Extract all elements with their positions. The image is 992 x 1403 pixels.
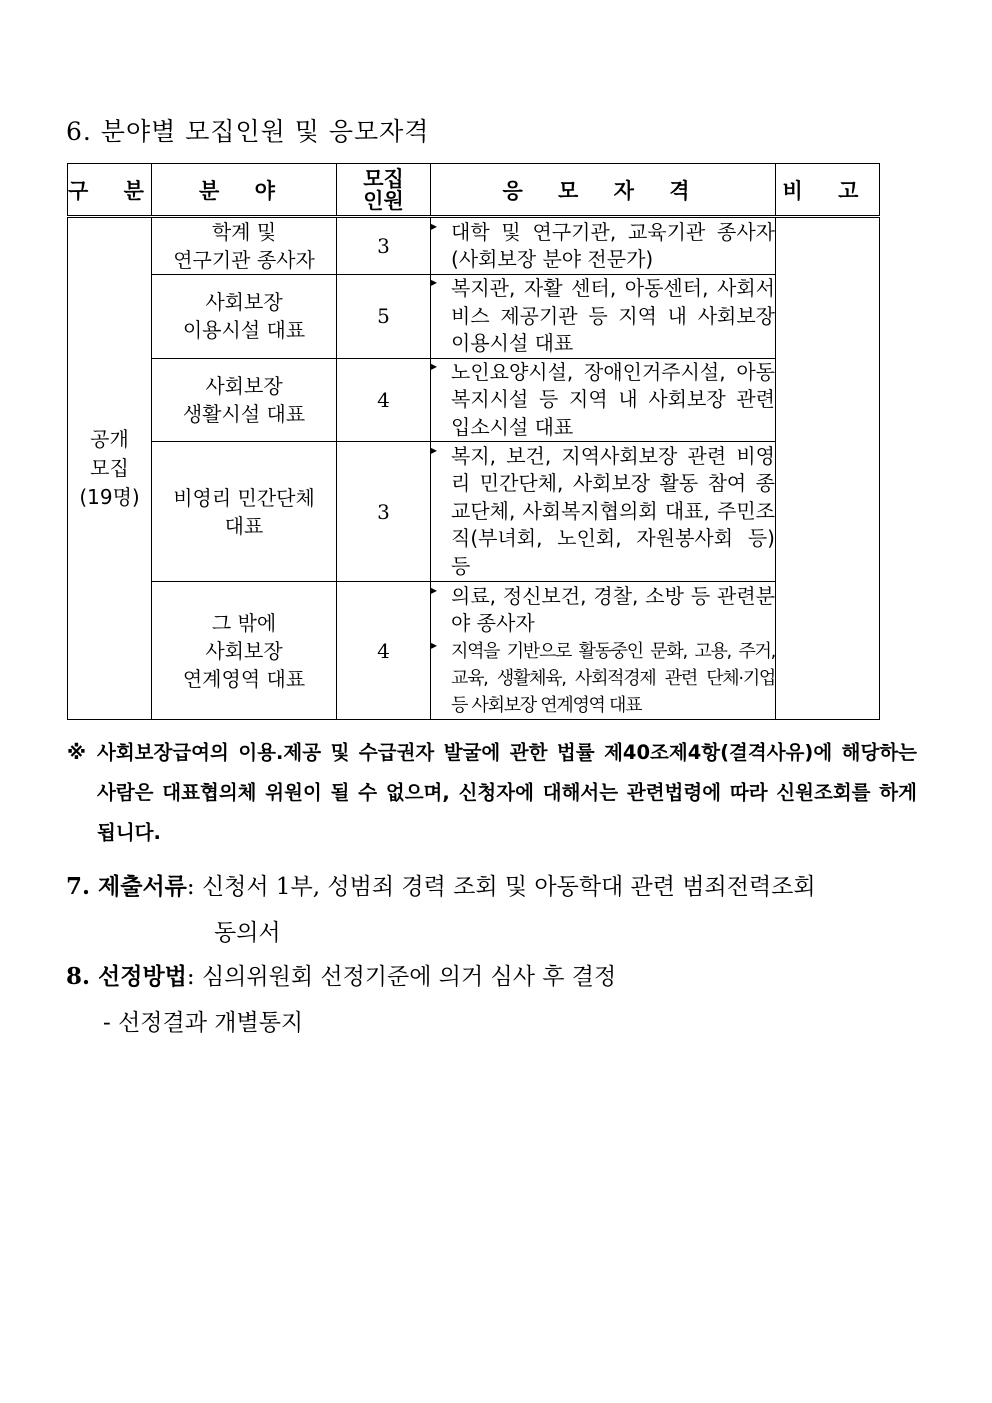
header-count-line2: 인원 xyxy=(363,188,404,213)
qualification-cell xyxy=(431,358,776,442)
field-line: 그 밖에 xyxy=(211,610,277,635)
qualification-cell xyxy=(431,217,776,275)
field-cell xyxy=(152,275,337,359)
field-cell xyxy=(152,217,337,275)
field-line: 학계 및 xyxy=(211,220,277,244)
category-line1: 공개 xyxy=(90,427,129,451)
section-7-text: : 신청서 1부, 성범죄 경력 조회 및 아동학대 관련 범죄전력조회 xyxy=(186,874,816,900)
category-line2: 모집 xyxy=(90,456,129,480)
qualification-item: ▸ 복지, 보건, 지역사회보장 관련 비영리 민간단체, 사회보장 활동 참여 종교단체, 사회복지협의회 대표, 주민조직(부녀회, 노인회, 자원봉사회 등) 등 xyxy=(431,443,775,581)
section-7 xyxy=(66,868,816,901)
category-line3: (19명) xyxy=(79,485,140,509)
remarks-cell xyxy=(776,217,880,720)
field-cell xyxy=(152,358,337,442)
field-line: 대표 xyxy=(224,513,264,538)
field-line: 연계영역 대표 xyxy=(182,666,306,691)
field-line: 생활시설 대표 xyxy=(182,401,306,426)
table-row xyxy=(68,275,880,359)
qualification-item: ▸ 노인요양시설, 장애인거주시설, 아동복지시설 등 지역 내 사회보장 관련 입소시설 대표 xyxy=(431,359,775,442)
section-8 xyxy=(66,958,616,991)
count-cell: 3 xyxy=(337,442,431,582)
table-row xyxy=(68,442,880,582)
field-line: 연구기관 종사자 xyxy=(173,248,315,272)
count-cell: 3 xyxy=(337,217,431,275)
qualification-cell xyxy=(431,582,776,720)
qualification-item: ▸ 지역을 기반으로 활동중인 문화, 고용, 주거, 교육, 생활체육, 사회적경제 관련 단체·기업 등 사회보장 연계영역 대표 xyxy=(431,638,775,719)
notice-mark: ※ xyxy=(67,741,86,764)
qualification-item: ▸ 의료, 정신보건, 경찰, 소방 등 관련분야 종사자 xyxy=(431,583,775,638)
section-7-label: 7. 제출서류 xyxy=(66,873,187,900)
count-cell: 5 xyxy=(337,275,431,359)
category-cell xyxy=(68,217,152,720)
field-line: 사회보장 xyxy=(205,638,283,663)
field-line: 이용시설 대표 xyxy=(182,318,306,343)
section-8-sub: - 선정결과 개별통지 xyxy=(103,1010,304,1036)
field-line: 사회보장 xyxy=(205,373,283,398)
section-8-text: : 심의위원회 선정기준에 의거 심사 후 결정 xyxy=(186,964,617,990)
header-category: 구 분 xyxy=(68,164,152,217)
disqualification-notice xyxy=(67,733,917,853)
field-line: 사회보장 xyxy=(205,290,283,315)
header-qualification: 응 모 자 격 xyxy=(431,164,776,217)
count-cell: 4 xyxy=(337,358,431,442)
field-cell xyxy=(152,442,337,582)
table-row xyxy=(68,582,880,720)
header-field: 분 야 xyxy=(152,164,337,217)
section-6-title: 6. 분야별 모집인원 및 응모자격 xyxy=(66,117,430,146)
header-count xyxy=(337,164,431,217)
header-count-line1: 모집 xyxy=(363,166,404,191)
section-8-label: 8. 선정방법 xyxy=(66,963,187,990)
header-remarks: 비 고 xyxy=(776,164,880,217)
qualification-item: ▸ 복지관, 자활 센터, 아동센터, 사회서비스 제공기관 등 지역 내 사회보장 이용시설 대표 xyxy=(431,275,775,358)
recruitment-table xyxy=(67,163,880,720)
field-cell xyxy=(152,582,337,720)
qualification-item: ▸ 대학 및 연구기관, 교육기관 종사자(사회보장 분야 전문가) xyxy=(431,219,775,274)
qualification-cell xyxy=(431,442,776,582)
qualification-cell xyxy=(431,275,776,359)
table-row xyxy=(68,217,880,275)
count-cell: 4 xyxy=(337,582,431,720)
field-line: 비영리 민간단체 xyxy=(173,485,315,510)
notice-text: 사회보장급여의 이용.제공 및 수급권자 발굴에 관한 법률 제40조제4항(결격사유)에 해당하는 사람은 대표협의체 위원이 될 수 없으며, 신청자에 대해서는 관련법령에 따라 신원조회를 하게 됩니다. xyxy=(97,741,917,844)
table-row xyxy=(68,358,880,442)
section-7-text-cont: 동의서 xyxy=(214,920,281,946)
table-header-row xyxy=(68,164,880,217)
